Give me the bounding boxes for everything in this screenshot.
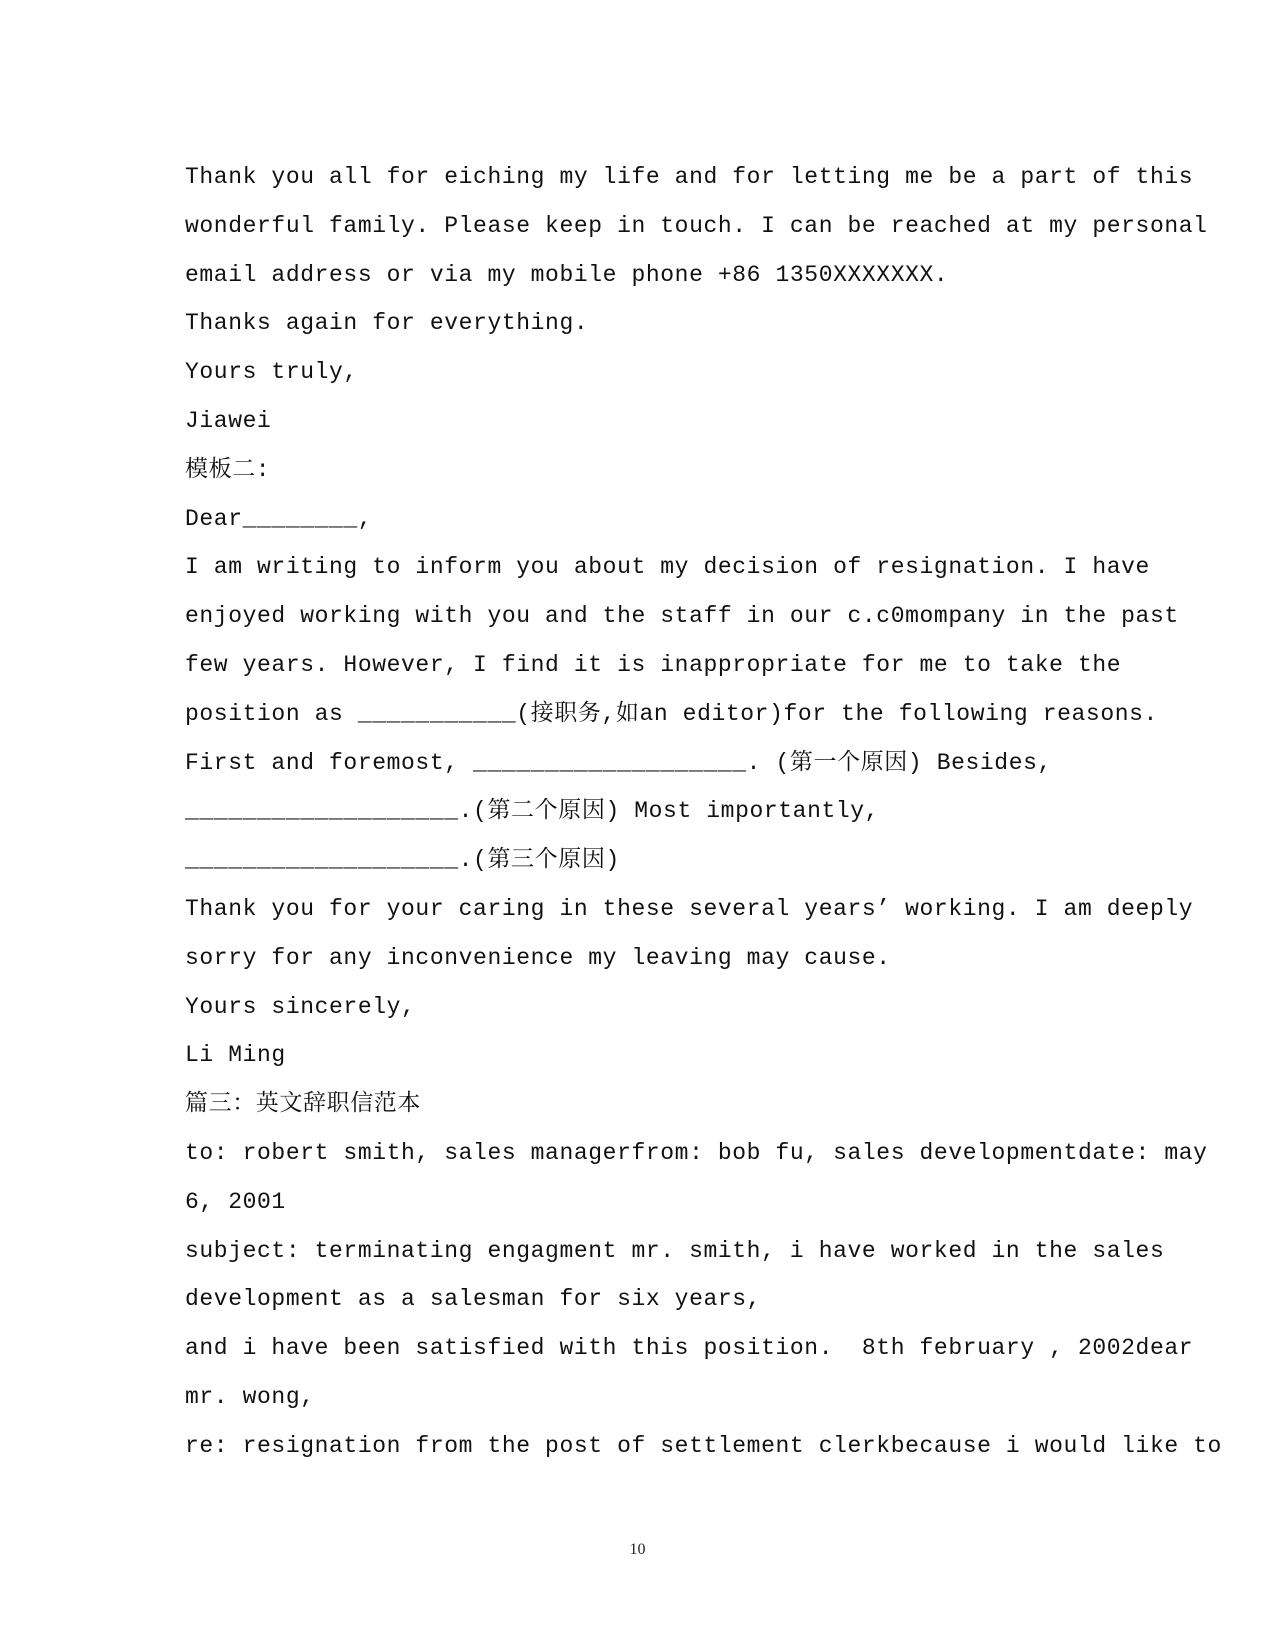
text-line: and i have been satisfied with this position. 8th february , 2002dear <box>185 1335 1194 1362</box>
text-line: enjoyed working with you and the staff in our c.c0mompany in the past <box>185 603 1179 630</box>
section-heading: 篇三：英文辞职信范本 <box>185 1091 421 1118</box>
page-number: 10 <box>629 1541 646 1558</box>
text-line: email address or via my mobile phone +86 1350XXXXXXX. <box>185 261 949 288</box>
text-line: Jiawei <box>185 407 272 434</box>
text-line: I am writing to inform you about my decision of resignation. I have <box>185 554 1150 581</box>
text-line: Li Ming <box>185 1042 286 1069</box>
text-line: development as a salesman for six years, <box>185 1286 762 1313</box>
text-line: position as ___________(接职务,如an editor)for the following reasons. <box>185 700 1158 727</box>
text-line: re: resignation from the post of settlement clerkbecause i would like to <box>185 1432 1222 1459</box>
text-line: Yours truly, <box>185 359 358 386</box>
text-line: Thank you all for eiching my life and for letting me be a part of this <box>185 164 1194 190</box>
text-line: 6, 2001 <box>185 1188 286 1215</box>
text-line: Thanks again for everything. <box>185 310 589 337</box>
text-line: sorry for any inconvenience my leaving may cause. <box>185 944 891 971</box>
document-body <box>185 153 1222 1471</box>
text-line: Thank you for your caring in these several years’ working. I am deeply <box>185 895 1194 922</box>
text-line: to: robert smith, sales managerfrom: bob fu, sales developmentdate: may <box>185 1139 1208 1166</box>
text-line: few years. However, I find it is inappropriate for me to take the <box>185 651 1122 678</box>
text-line: First and foremost, ___________________. (第一个原因) Besides, <box>185 749 1052 776</box>
text-line: Dear________, <box>185 505 373 532</box>
section-heading: 模板二: <box>185 456 271 483</box>
text-line: ___________________.(第三个原因) <box>185 847 620 874</box>
text-line: ___________________.(第二个原因) Most importantly, <box>185 798 880 825</box>
text-line: Yours sincerely, <box>185 993 416 1020</box>
text-line: subject: terminating engagment mr. smith, i have worked in the sales <box>185 1237 1165 1264</box>
text-line: wonderful family. Please keep in touch. I can be reached at my personal <box>185 212 1208 239</box>
text-line: mr. wong, <box>185 1383 315 1410</box>
